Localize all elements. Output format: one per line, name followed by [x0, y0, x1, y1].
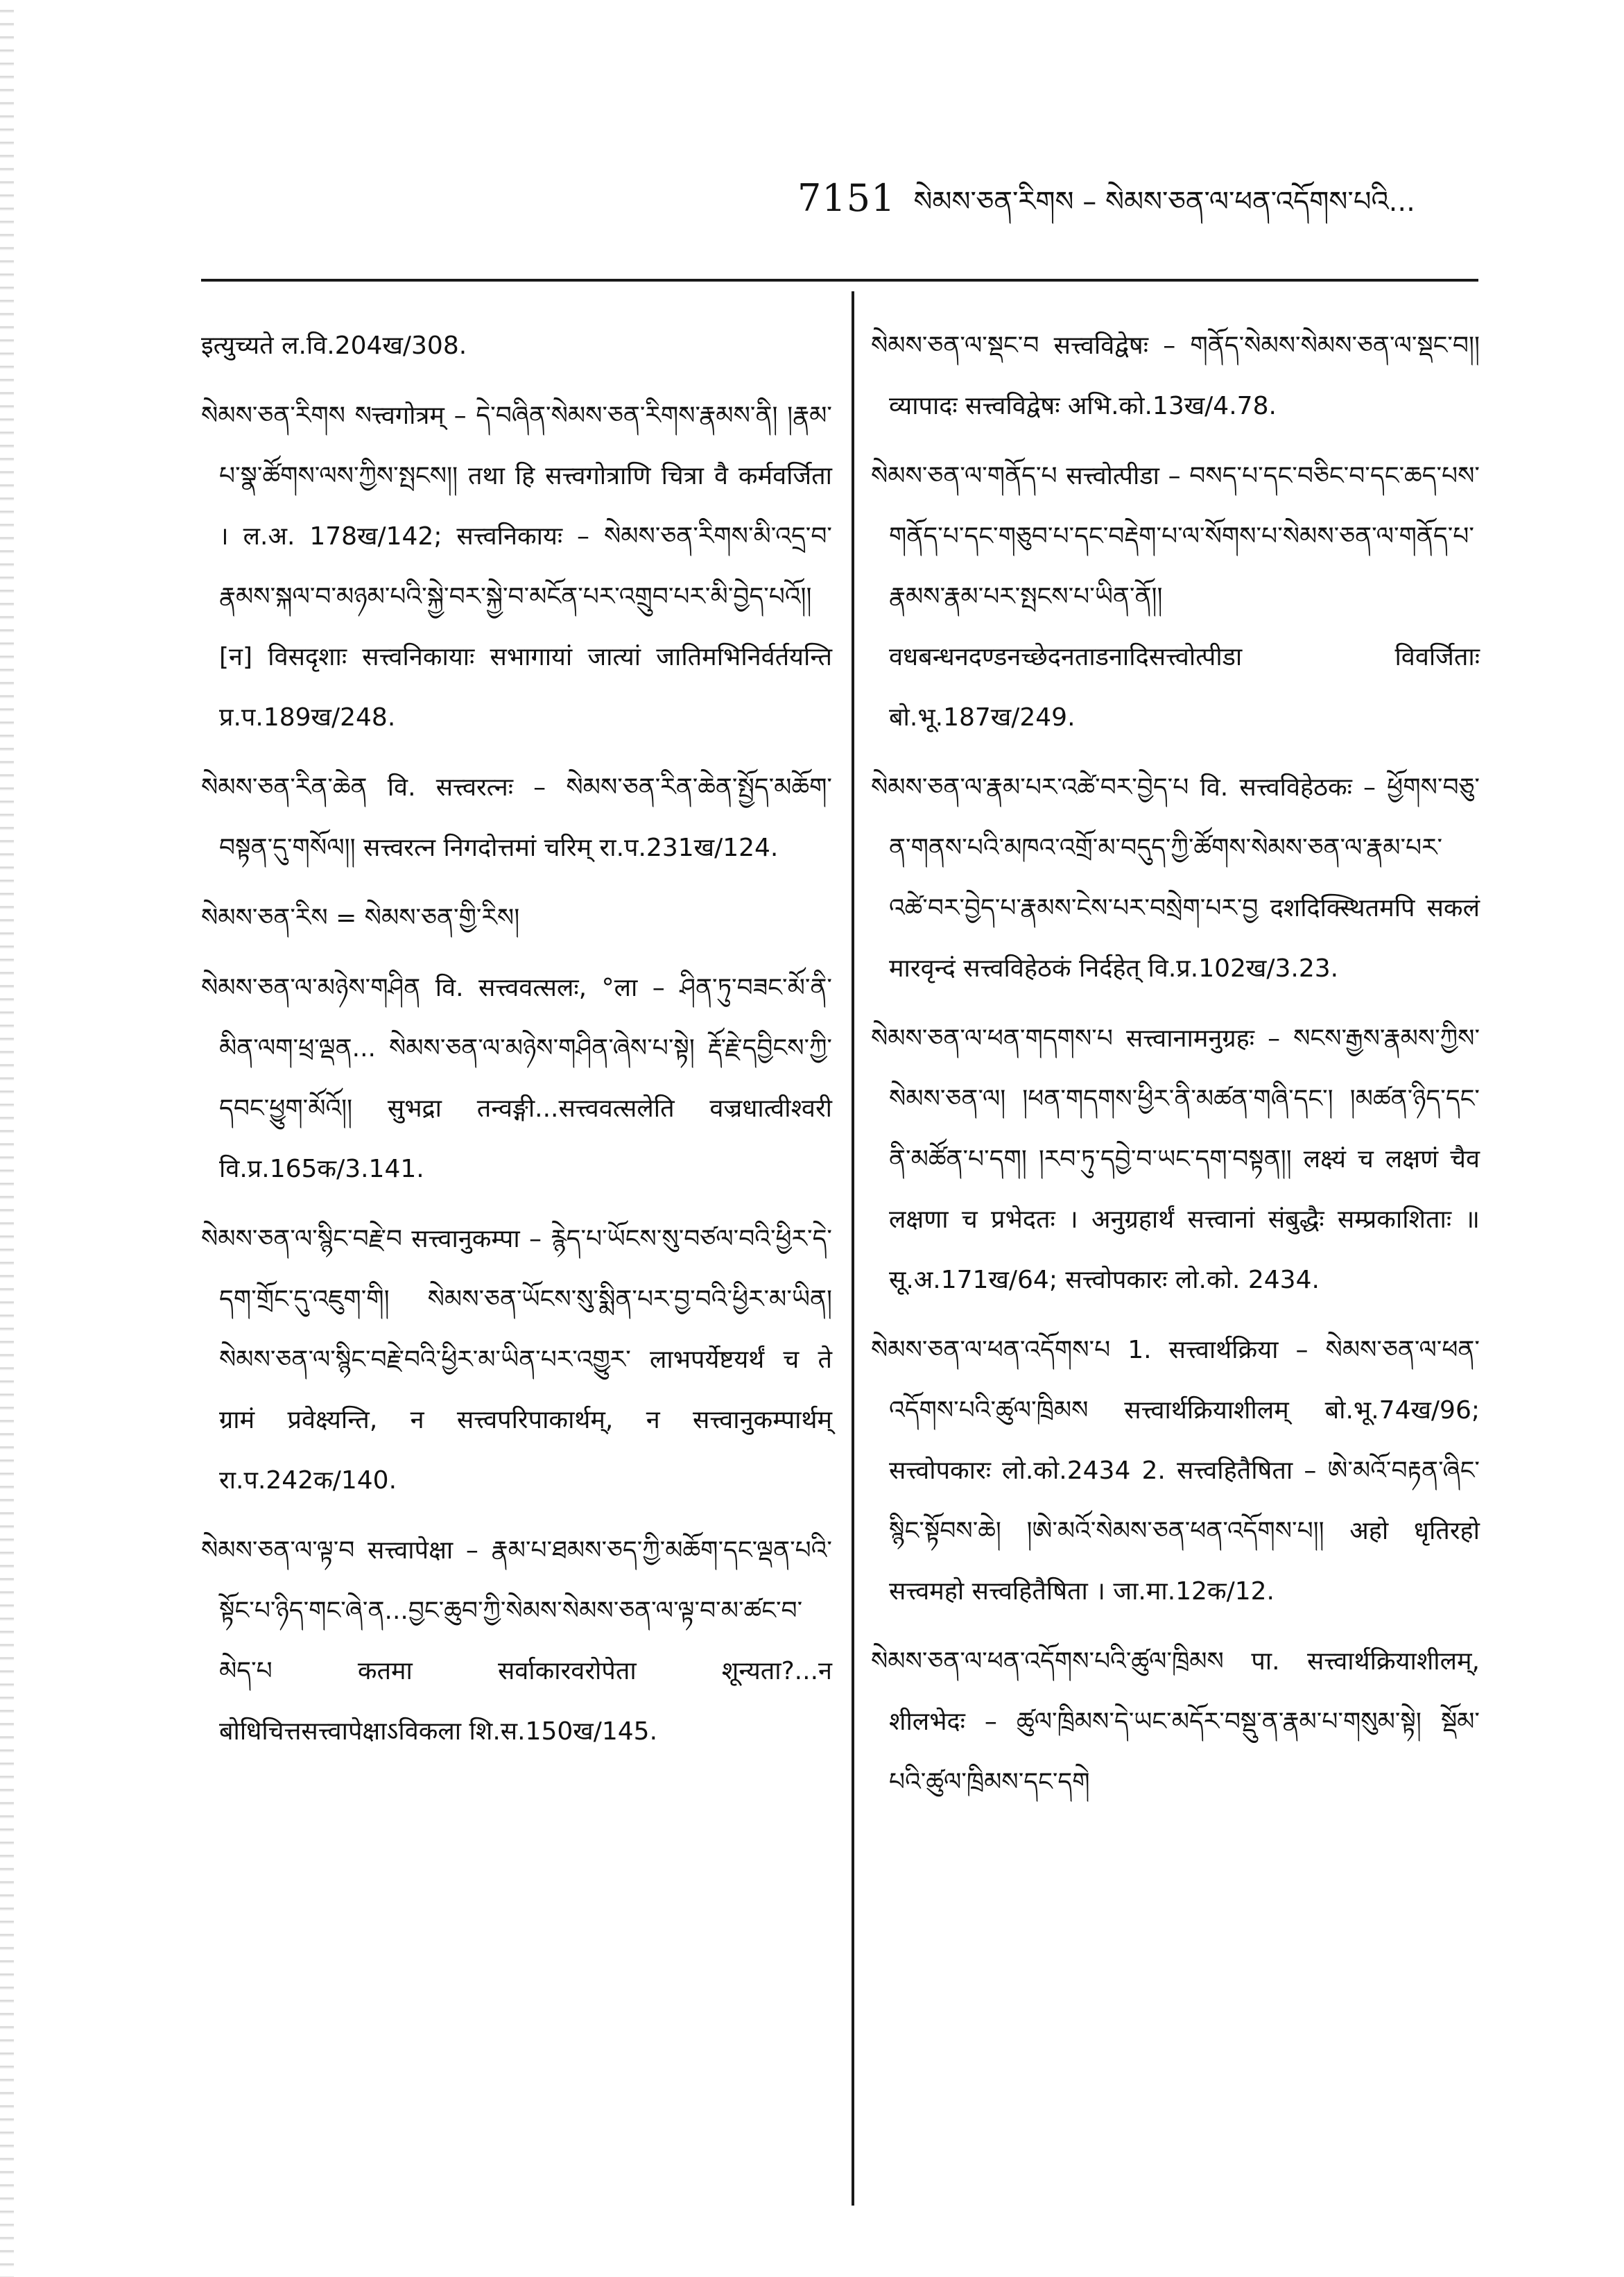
header-rule — [201, 279, 1478, 282]
entry-sattvagotram: སེམས་ཅན་རིགས སत्त्वगोत्रम् – དེ་བཞིན་སེམས་ཅན་རིགས་རྣམས་ནི། །རྣམ་པ་སྣ་ཚོགས་ལས་ཀྱིས་སྤངས།། तथा हि सत्त्वगोत्राणि चित्रा वै कर्मवर्जिता । ल.अ. 178ख/142; सत्त्वनिकायः – སེམས་ཅན་རིགས་མི་འདྲ་བ་རྣམས་སྐལ་བ་མཉམ་པའི་སྐྱེ་བར་སྐྱེ་བ་མངོན་པར་འགྲུབ་པར་མི་བྱེད་པའོ།། [न] विसदृशाः सत्त्वनिकायाः सभागायां जात्यां जातिमभिनिर्वर्तयन्ति प्र.प.189ख/248. — [201, 402, 832, 732]
entry-sattvarthakriya: སེམས་ཅན་ལ་ཕན་འདོགས་པ 1. सत्त्वार्थक्रिया – སེམས་ཅན་ལ་ཕན་འདོགས་པའི་ཚུལ་ཁྲིམས सत्त्वार्थक्रियाशीलम् बो.भू.74ख/96; सत्त्वोपकारः लो.को.2434 2. सत्त्वहितैषिता – ཨེ་མའོ་བརྟན་ཞིང་སྙིང་སྟོབས་ཆེ། །ཨེ་མའོ་སེམས་ཅན་ཕན་འདོགས་པ།། अहो धृतिरहो सत्त्वमहो सत्त्वहितैषिता । जा.मा.12क/12. — [871, 1336, 1480, 1606]
scan-edge-artifact — [0, 0, 14, 2277]
entry-sattvarthakriyashilam: སེམས་ཅན་ལ་ཕན་འདོགས་པའི་ཚུལ་ཁྲིམས पा. सत्त्वार्थक्रियाशीलम्, शीलभेदः – ཚུལ་ཁྲིམས་དེ་ཡང་མདོར་བསྡུ་ན་རྣམ་པ་གསུམ་སྟེ། སྡོམ་པའི་ཚུལ་ཁྲིམས་དང་དགེ — [871, 1647, 1480, 1796]
left-column — [201, 316, 832, 1771]
entry-sattvavidveshah: སེམས་ཅན་ལ་སྡང་བ सत्त्वविद्वेषः – གནོད་སེམས་སེམས་ཅན་ལ་སྡང་བ།། व्यापादः सत्त्वविद्वेषः अभि.को.13ख/4.78. — [871, 332, 1480, 420]
running-head: སེམས་ཅན་རིགས – སེམས་ཅན་ལ་ཕན་འདོགས་པའི... — [913, 186, 1415, 218]
entry-cross-reference: སེམས་ཅན་རིས = སེམས་ཅན་གྱི་རིས། — [201, 904, 520, 932]
entry-sattvavatsalah: སེམས་ཅན་ལ་མཉེས་གཤིན वि. सत्त्ववत्सलः, °ला – ཤིན་ཏུ་བཟང་མོ་ནི་མིན་ལག་ཕྲ་ལྡན... སེམས་ཅན་ལ་མཉེས་གཤིན་ཞེས་པ་སྟེ། རྡོ་རྗེ་དབྱིངས་ཀྱི་དབང་ཕྱུག་མོའོ།། सुभद्रा तन्वङ्गी...सत्त्ववत्सलेति वज्रधात्वीश्वरी वि.प्र.165क/3.141. — [201, 974, 832, 1183]
entry-sattvavihethakah: སེམས་ཅན་ལ་རྣམ་པར་འཚེ་བར་བྱེད་པ वि. सत्त्वविहेठकः – ཕྱོགས་བཅུ་ན་གནས་པའི་མཁའ་འགྲོ་མ་བདུད་ཀྱི་ཚོགས་སེམས་ཅན་ལ་རྣམ་པར་འཚེ་བར་བྱེད་པ་རྣམས་ངེས་པར་བསྲེག་པར་བྱ दशदिक्स्थितमपि सकलं मारवृन्दं सत्त्वविहेठकं निर्दहेत् वि.प्र.102ख/3.23. — [871, 773, 1480, 983]
column-divider — [852, 291, 854, 2206]
entry-sattvapeksha: སེམས་ཅན་ལ་ལྟ་བ सत्त्वापेक्षा – རྣམ་པ་ཐམས་ཅད་ཀྱི་མཆོག་དང་ལྡན་པའི་སྟོང་པ་ཉིད་གང་ཞེ་ན...བྱང་ཆུབ་ཀྱི་སེམས་སེམས་ཅན་ལ་ལྟ་བ་མ་ཚང་བ་མེད་པ कतमा सर्वाकारवरोपेता शून्यता?...न बोधिचित्तसत्त्वापेक्षाऽविकला शि.स.150ख/145. — [201, 1536, 832, 1746]
entry-sattvotpida: སེམས་ཅན་ལ་གནོད་པ सत्त्वोत्पीडा – བསད་པ་དང་བཅིང་བ་དང་ཆད་པས་གནོད་པ་དང་གཅུབ་པ་དང་བརྡེག་པ་ལ་སོགས་པ་སེམས་ཅན་ལ་གནོད་པ་རྣམས་རྣམ་པར་སྤངས་པ་ཡིན་ནོ།། वधबन्धनदण्डनच्छेदनताडनादिसत्त्वोत्पीडा विवर्जिताः बो.भू.187ख/249. — [871, 462, 1480, 732]
right-column — [871, 316, 1480, 1822]
page-number: 7151 — [797, 176, 896, 220]
entry-sattvanukampa: སེམས་ཅན་ལ་སྙིང་བརྗེ་བ सत्त्वानुकम्पा – རྙེད་པ་ཡོངས་སུ་བཙལ་བའི་ཕྱིར་དེ་དག་གྲོང་དུ་འཇུག་གི། སེམས་ཅན་ཡོངས་སུ་སྨིན་པར་བྱ་བའི་ཕྱིར་མ་ཡིན། སེམས་ཅན་ལ་སྙིང་བརྗེ་བའི་ཕྱིར་མ་ཡིན་པར་འགྱུར་ लाभपर्येष्टयर्थं च ते ग्रामं प्रवेक्ष्यन्ति, न सत्त्वपरिपाकार्थम्, न सत्त्वानुकम्पार्थम् रा.प.242क/140. — [201, 1225, 832, 1495]
entry-continuation: इत्युच्यते ल.वि.204ख/308. — [201, 332, 467, 360]
page-header — [797, 170, 1465, 225]
entry-sattvanamanugrahah: སེམས་ཅན་ལ་ཕན་གདགས་པ सत्त्वानामनुग्रहः – སངས་རྒྱས་རྣམས་ཀྱིས་སེམས་ཅན་ལ། །ཕན་གདགས་ཕྱིར་ནི་མཚན་གཞི་དང་། །མཚན་ཉིད་དང་ནི་མཚོན་པ་དག། །རབ་ཏུ་དབྱེ་བ་ཡང་དག་བསྟན།། लक्ष्यं च लक्षणं चैव लक्षणा च प्रभेदतः । अनुग्रहार्थं सत्त्वानां संबुद्धैः सम्प्रकाशिताः ॥ सू.अ.171ख/64; सत्त्वोपकारः लो.को. 2434. — [871, 1024, 1480, 1294]
entry-sattvaratnah: སེམས་ཅན་རིན་ཆེན वि. सत्त्वरत्नः – སེམས་ཅན་རིན་ཆེན་སྤྱོད་མཆོག་བསྟན་དུ་གསོལ།། सत्त्वरत्न निगदोत्तमां चरिम् रा.प.231ख/124. — [201, 773, 832, 862]
